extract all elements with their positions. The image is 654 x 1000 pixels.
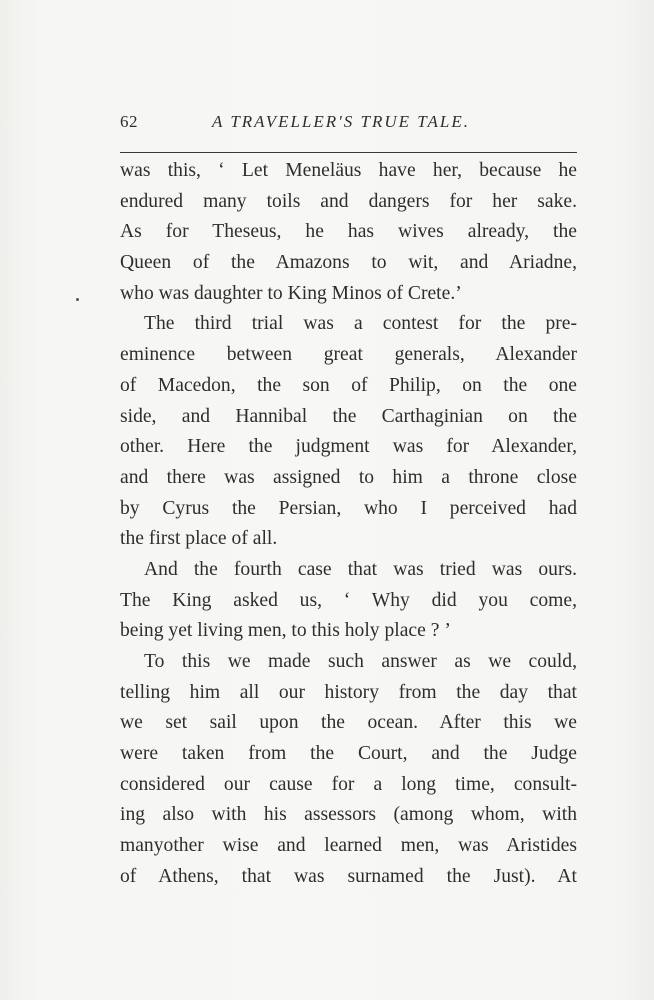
- running-header: [120, 112, 580, 140]
- text-line: And the fourth case that was tried was ours.: [144, 558, 577, 580]
- ink-speck: [76, 298, 79, 301]
- text-line: and there was assigned to him a throne close: [120, 466, 577, 488]
- paragraph: [120, 309, 577, 555]
- text-line: To this we made such answer as we could,: [144, 651, 577, 672]
- text-line: being yet living men, to this holy place ? ’: [120, 620, 451, 642]
- paragraph: [120, 555, 577, 647]
- text-line: endured many toils and dangers for her sake.: [120, 190, 577, 212]
- text-line: we set sail upon the ocean. After this we: [120, 712, 577, 734]
- text-line: ing also with his assessors (among whom, with: [120, 804, 577, 826]
- text-line: The King asked us, ‘ Why did you come,: [120, 589, 577, 611]
- text-line: side, and Hannibal the Carthaginian on the: [120, 405, 577, 427]
- paragraph: [120, 647, 577, 893]
- text-line: other. Here the judgment was for Alexander,: [120, 436, 577, 458]
- text-line: who was daughter to King Minos of Crete.’: [120, 282, 462, 304]
- header-rule: [120, 152, 577, 153]
- paragraph: [120, 156, 577, 309]
- text-line: telling him all our history from the day that: [120, 681, 577, 703]
- text-line: of Athens, that was surnamed the Just). At: [120, 865, 577, 887]
- page-number: 62: [120, 112, 138, 131]
- text-line: were taken from the Court, and the Judge: [120, 743, 577, 765]
- text-line: Queen of the Amazons to wit, and Ariadne,: [120, 252, 577, 274]
- text-line: The third trial was a contest for the pre-: [144, 313, 577, 335]
- text-line: by Cyrus the Persian, who I perceived had: [120, 497, 577, 519]
- text-line: the first place of all.: [120, 528, 278, 550]
- text-line: of Macedon, the son of Philip, on the one: [120, 374, 577, 396]
- text-line: manyother wise and learned men, was Aristides: [120, 835, 577, 857]
- running-title: A TRAVELLER'S TRUE TALE.: [212, 112, 470, 131]
- text-line: considered our cause for a long time, consult-: [120, 773, 577, 795]
- text-line: eminence between great generals, Alexander: [120, 344, 577, 366]
- text-line: As for Theseus, he has wives already, the: [120, 221, 577, 243]
- body-text: [120, 156, 577, 893]
- text-line: was this, ‘ Let Meneläus have her, because he: [120, 160, 577, 181]
